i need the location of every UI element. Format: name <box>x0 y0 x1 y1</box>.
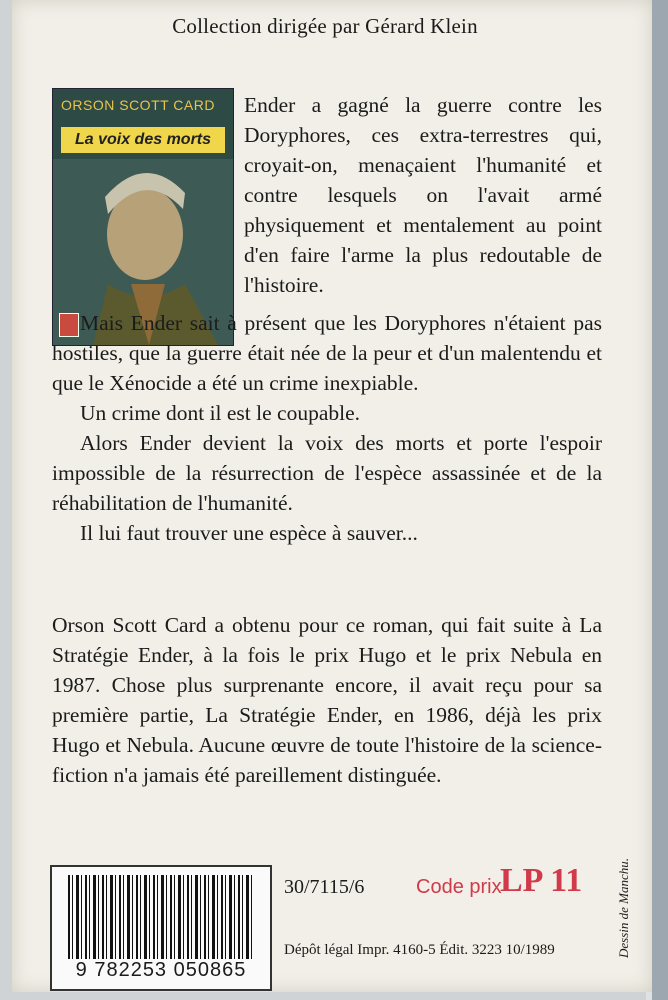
story-paragraphs <box>52 308 602 548</box>
portrait-illustration <box>53 89 233 345</box>
collection-header: Collection dirigée par Gérard Klein <box>172 14 478 38</box>
barcode <box>50 865 272 991</box>
paragraph-4: Il lui faut trouver une espèce à sauver... <box>80 521 418 545</box>
paragraph-1: Mais Ender sait à présent que les Doryphores n'étaient pas hostiles, que la guerre était née de la peur et d'un malentendu et que le Xénocide a été un crime inexpiable. <box>52 311 602 395</box>
intro-paragraph: Ender a gagné la guerre contre les Doryphores, ces extra-terrestres qui, croyait-on, menaçaient l'humanité et contre lesquels on l'avait armé physiquement et mentalement au point d'en faire l'arme la plus redoutable de l'histoire. <box>244 93 602 297</box>
illustration-credit: Dessin de Manchu. <box>616 857 631 958</box>
barcode-number: 9 782253 050865 <box>75 959 247 981</box>
legal-deposit: Dépôt légal Impr. 4160-5 Édit. 3223 10/1989 <box>284 942 555 958</box>
cover-author: ORSON SCOTT CARD <box>61 97 215 113</box>
catalog-code: 30/7115/6 <box>284 876 365 898</box>
cover-title: La voix des morts <box>61 127 225 153</box>
price-label: Code prix <box>416 876 502 898</box>
paragraph-2: Un crime dont il est le coupable. <box>80 401 361 425</box>
award-paragraph: Orson Scott Card a obtenu pour ce roman, qui fait suite à La Stratégie Ender, à la fois le prix Hugo et le prix Nebula en 1987. Chose plus surprenante encore, il avait reçu pour sa première partie, La Stratégie Ender, en 1986, déjà les prix Hugo et Nebula. Aucune œuvre de toute l'histoire de la science-fiction n'a jamais été pareillement distinguée. <box>52 613 602 787</box>
price-code: LP 11 <box>500 862 583 899</box>
cover-edge <box>652 0 668 1000</box>
barcode-bars <box>68 875 254 959</box>
paragraph-3: Alors Ender devient la voix des morts et porte l'espoir impossible de la résurrection de l'espèce assassinée et de la réhabilitation de l'humanité. <box>52 431 602 515</box>
